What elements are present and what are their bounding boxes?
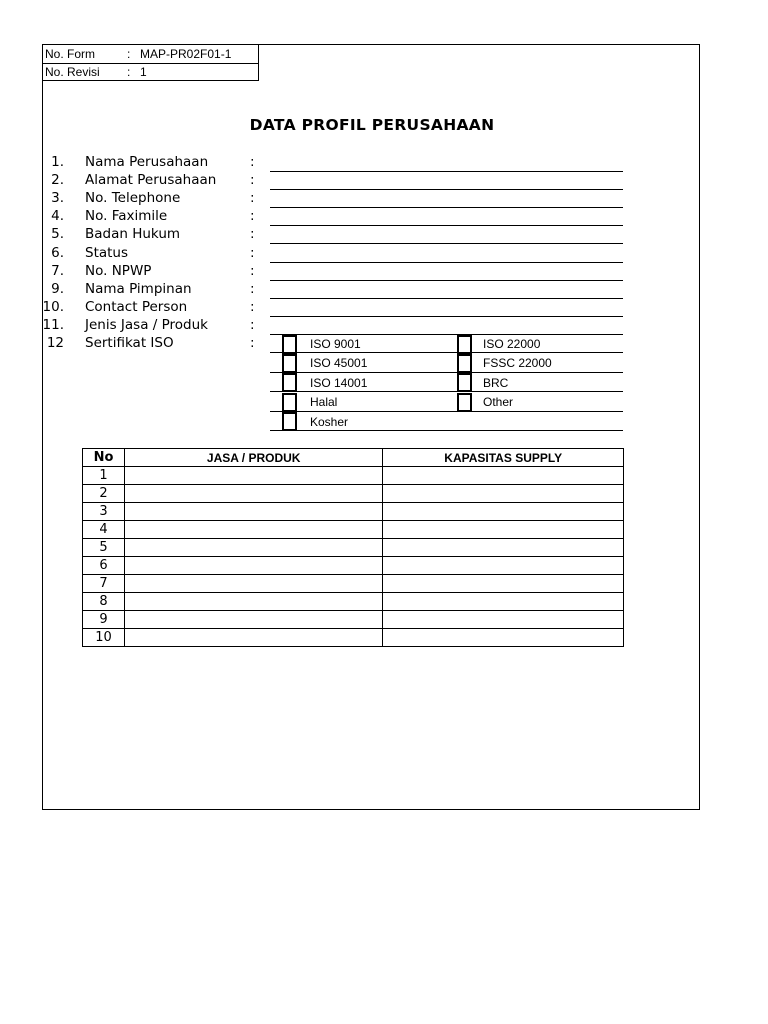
- product-cell[interactable]: [124, 575, 382, 593]
- table-row: [83, 485, 624, 503]
- field-row: [0, 299, 640, 317]
- row-number: 6: [83, 557, 125, 575]
- field-label: Contact Person: [85, 298, 188, 315]
- table-row: [83, 467, 624, 485]
- field-label: No. NPWP: [85, 262, 152, 279]
- certification-checkbox[interactable]: [282, 412, 297, 431]
- field-row: [0, 263, 640, 281]
- table-row: [83, 503, 624, 521]
- field-label: Badan Hukum: [85, 226, 181, 243]
- row-number: 9: [83, 611, 125, 629]
- product-cell[interactable]: [124, 629, 382, 647]
- field-row: [0, 317, 640, 335]
- revision-label: No. Revisi: [45, 65, 100, 79]
- row-number: 7: [83, 575, 125, 593]
- row-number: 3: [83, 503, 125, 521]
- certification-checkbox[interactable]: [457, 335, 472, 354]
- certification-label: Other: [483, 395, 514, 410]
- product-cell[interactable]: [124, 611, 382, 629]
- capacity-cell[interactable]: [383, 485, 624, 503]
- table-row: [83, 539, 624, 557]
- certification-divider: [270, 372, 623, 373]
- table-row: [83, 593, 624, 611]
- capacity-cell[interactable]: [383, 629, 624, 647]
- certification-label: Kosher: [310, 414, 349, 429]
- row-number: 4: [83, 521, 125, 539]
- certification-divider: [270, 411, 623, 412]
- field-label: Alamat Perusahaan: [85, 172, 217, 189]
- field-row: [0, 281, 640, 299]
- field-number: 12: [46, 335, 64, 351]
- field-number: 9.: [51, 280, 64, 297]
- certification-label: Halal: [310, 395, 338, 410]
- form-number-label: No. Form: [45, 47, 96, 61]
- field-colon: :: [250, 208, 255, 225]
- column-header-product: JASA / PRODUK: [124, 449, 382, 467]
- revision-colon: :: [127, 65, 131, 79]
- certification-label: ISO 14001: [310, 375, 368, 390]
- field-colon: :: [250, 262, 255, 279]
- certification-checkbox[interactable]: [457, 393, 472, 412]
- certification-checkbox[interactable]: [457, 354, 472, 373]
- capacity-cell[interactable]: [383, 593, 624, 611]
- certification-divider: [270, 391, 623, 392]
- field-label: Nama Pimpinan: [85, 280, 192, 297]
- field-label: Status: [85, 244, 129, 261]
- product-cell[interactable]: [124, 467, 382, 485]
- field-label: No. Telephone: [85, 190, 181, 207]
- certification-label: ISO 9001: [310, 337, 361, 351]
- field-colon: :: [250, 190, 255, 207]
- supply-table: [82, 448, 624, 647]
- certification-checkbox[interactable]: [457, 373, 472, 392]
- certification-checkbox[interactable]: [282, 335, 297, 354]
- table-row: [83, 557, 624, 575]
- field-colon: :: [250, 244, 255, 261]
- field-number: 7.: [51, 262, 64, 279]
- field-row: [0, 154, 640, 172]
- table-row: [83, 611, 624, 629]
- table-row: [83, 629, 624, 647]
- product-cell[interactable]: [124, 539, 382, 557]
- revision-row: [43, 63, 258, 81]
- field-number: 5.: [51, 226, 64, 243]
- table-row: [83, 521, 624, 539]
- certification-checkbox[interactable]: [282, 373, 297, 392]
- table-row: [83, 575, 624, 593]
- field-colon: :: [250, 280, 255, 297]
- field-row: [0, 208, 640, 226]
- capacity-cell[interactable]: [383, 611, 624, 629]
- certification-checkbox[interactable]: [282, 393, 297, 412]
- certification-label: ISO 45001: [310, 356, 368, 371]
- field-colon: :: [250, 298, 255, 315]
- capacity-cell[interactable]: [383, 575, 624, 593]
- product-cell[interactable]: [124, 593, 382, 611]
- field-colon: :: [250, 172, 255, 189]
- field-colon: :: [250, 316, 255, 333]
- revision-value: 1: [140, 65, 147, 79]
- supply-table-header: [83, 449, 624, 467]
- field-number: 6.: [51, 244, 64, 261]
- capacity-cell[interactable]: [383, 539, 624, 557]
- row-number: 5: [83, 539, 125, 557]
- form-number-colon: :: [127, 47, 131, 61]
- field-number: 11.: [42, 316, 64, 333]
- column-header-no: No: [83, 449, 125, 467]
- field-label: Sertifikat ISO: [85, 335, 174, 351]
- field-number: 2.: [51, 172, 64, 189]
- field-row: [0, 172, 640, 190]
- field-row: [0, 190, 640, 208]
- capacity-cell[interactable]: [383, 503, 624, 521]
- field-number: 3.: [51, 190, 64, 207]
- field-number: 4.: [51, 208, 64, 225]
- product-cell[interactable]: [124, 485, 382, 503]
- form-number-value: MAP-PR02F01-1: [140, 47, 232, 61]
- field-colon: :: [250, 335, 255, 351]
- row-number: 8: [83, 593, 125, 611]
- page-title: DATA PROFIL PERUSAHAAN: [249, 116, 495, 134]
- column-header-capacity: KAPASITAS SUPPLY: [383, 449, 624, 467]
- field-label: Nama Perusahaan: [85, 154, 209, 170]
- capacity-cell[interactable]: [383, 521, 624, 539]
- certification-divider: [270, 430, 623, 431]
- row-number: 1: [83, 467, 125, 485]
- field-number: 1.: [51, 154, 64, 170]
- capacity-cell[interactable]: [383, 557, 624, 575]
- capacity-cell[interactable]: [383, 467, 624, 485]
- certification-checkbox[interactable]: [282, 354, 297, 373]
- field-colon: :: [250, 226, 255, 243]
- certification-label: ISO 22000: [483, 337, 541, 351]
- form-number-row: [43, 45, 258, 64]
- field-number: 10.: [42, 298, 64, 315]
- product-cell[interactable]: [124, 503, 382, 521]
- field-row: [0, 226, 640, 244]
- field-label: No. Faximile: [85, 208, 168, 225]
- field-label: Jenis Jasa / Produk: [85, 316, 208, 333]
- form-info-box: [42, 44, 259, 81]
- product-cell[interactable]: [124, 521, 382, 539]
- certification-divider: [270, 352, 623, 353]
- product-cell[interactable]: [124, 557, 382, 575]
- certification-label: BRC: [483, 375, 509, 390]
- field-row: [0, 245, 640, 263]
- row-number: 10: [83, 629, 125, 647]
- row-number: 2: [83, 485, 125, 503]
- field-colon: :: [250, 154, 255, 170]
- certification-label: FSSC 22000: [483, 356, 552, 371]
